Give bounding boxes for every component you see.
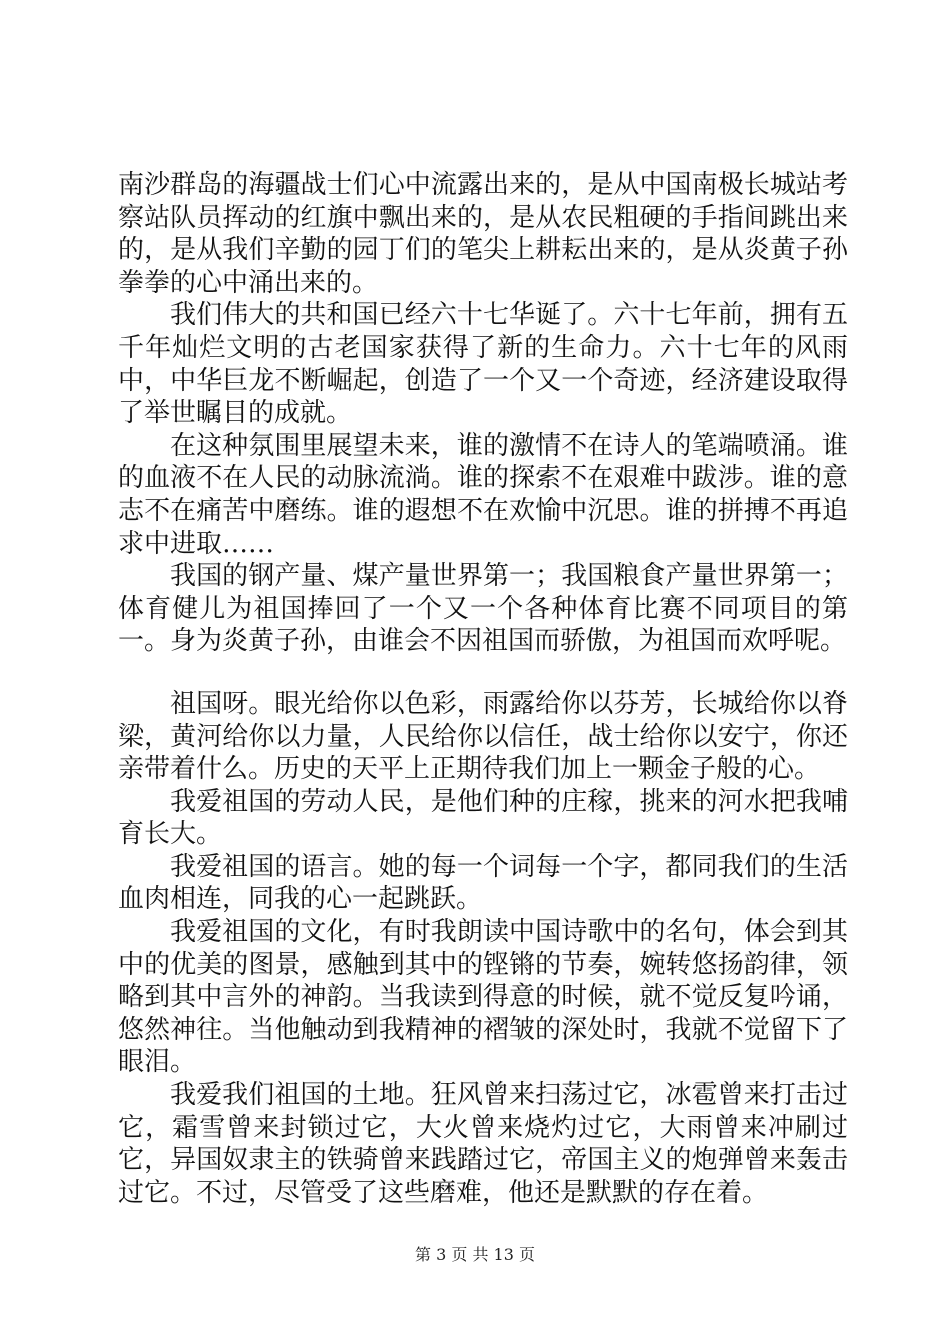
paragraph-8: 我爱祖国的文化，有时我朗读中国诗歌中的名句，体会到其中的优美的图景，感触到其中的铿锵的节奏，婉转悠扬韵律，领略到其中言外的神韵。当我读到得意的时候，就不觉反复吟诵，悠然神往。当他触动到我精神的褶皱的深处时，我就不觉留下了眼泪。 — [118, 917, 848, 1078]
paragraph-2: 我们伟大的共和国已经六十七华诞了。六十七年前，拥有五千年灿烂文明的古老国家获得了新的生命力。六十七年的风雨中，中华巨龙不断崛起，创造了一个又一个奇迹，经济建设取得了举世瞩目的成就。 — [118, 300, 848, 429]
paragraph-3: 在这种氛围里展望未来，谁的激情不在诗人的笔端喷涌。谁的血液不在人民的动脉流淌。谁的探索不在艰难中跋涉。谁的意志不在痛苦中磨练。谁的遐想不在欢愉中沉思。谁的拼搏不再追求中进取…… — [118, 430, 848, 559]
paragraph-7: 我爱祖国的语言。她的每一个词每一个字，都同我们的生活血肉相连，同我的心一起跳跃。 — [118, 851, 848, 915]
paragraph-4: 我国的钢产量、煤产量世界第一；我国粮食产量世界第一；体育健儿为祖国捧回了一个又一个各种体育比赛不同项目的第一。身为炎黄子孙，由谁会不因祖国而骄傲，为祖国而欢呼呢。 — [118, 561, 848, 657]
document-body — [118, 169, 848, 1209]
paragraph-9: 我爱我们祖国的土地。狂风曾来扫荡过它，冰雹曾来打击过它，霜雪曾来封锁过它，大火曾来烧灼过它，大雨曾来冲刷过它，异国奴隶主的铁骑曾来践踏过它，帝国主义的炮弹曾来轰击过它。不过，尽管受了这些磨难，他还是默默的存在着。 — [118, 1080, 848, 1208]
paragraph-gap — [118, 658, 848, 688]
page-footer — [0, 1245, 950, 1265]
paragraph-1: 南沙群岛的海疆战士们心中流露出来的，是从中国南极长城站考察站队员挥动的红旗中飘出来的，是从农民粗硬的手指间跳出来的，是从我们辛勤的园丁们的笔尖上耕耘出来的，是从炎黄子孙拳拳的心中涌出来的。 — [118, 170, 848, 298]
paragraph-6: 我爱祖国的劳动人民，是他们种的庄稼，挑来的河水把我哺育长大。 — [118, 786, 848, 850]
page-number-label: 第 3 页 共 13 页 — [415, 1245, 535, 1264]
paragraph-5: 祖国呀。眼光给你以色彩，雨露给你以芬芳，长城给你以脊梁，黄河给你以力量，人民给你以信任，战士给你以安宁，你还亲带着什么。历史的天平上正期待我们加上一颗金子般的心。 — [118, 688, 848, 785]
